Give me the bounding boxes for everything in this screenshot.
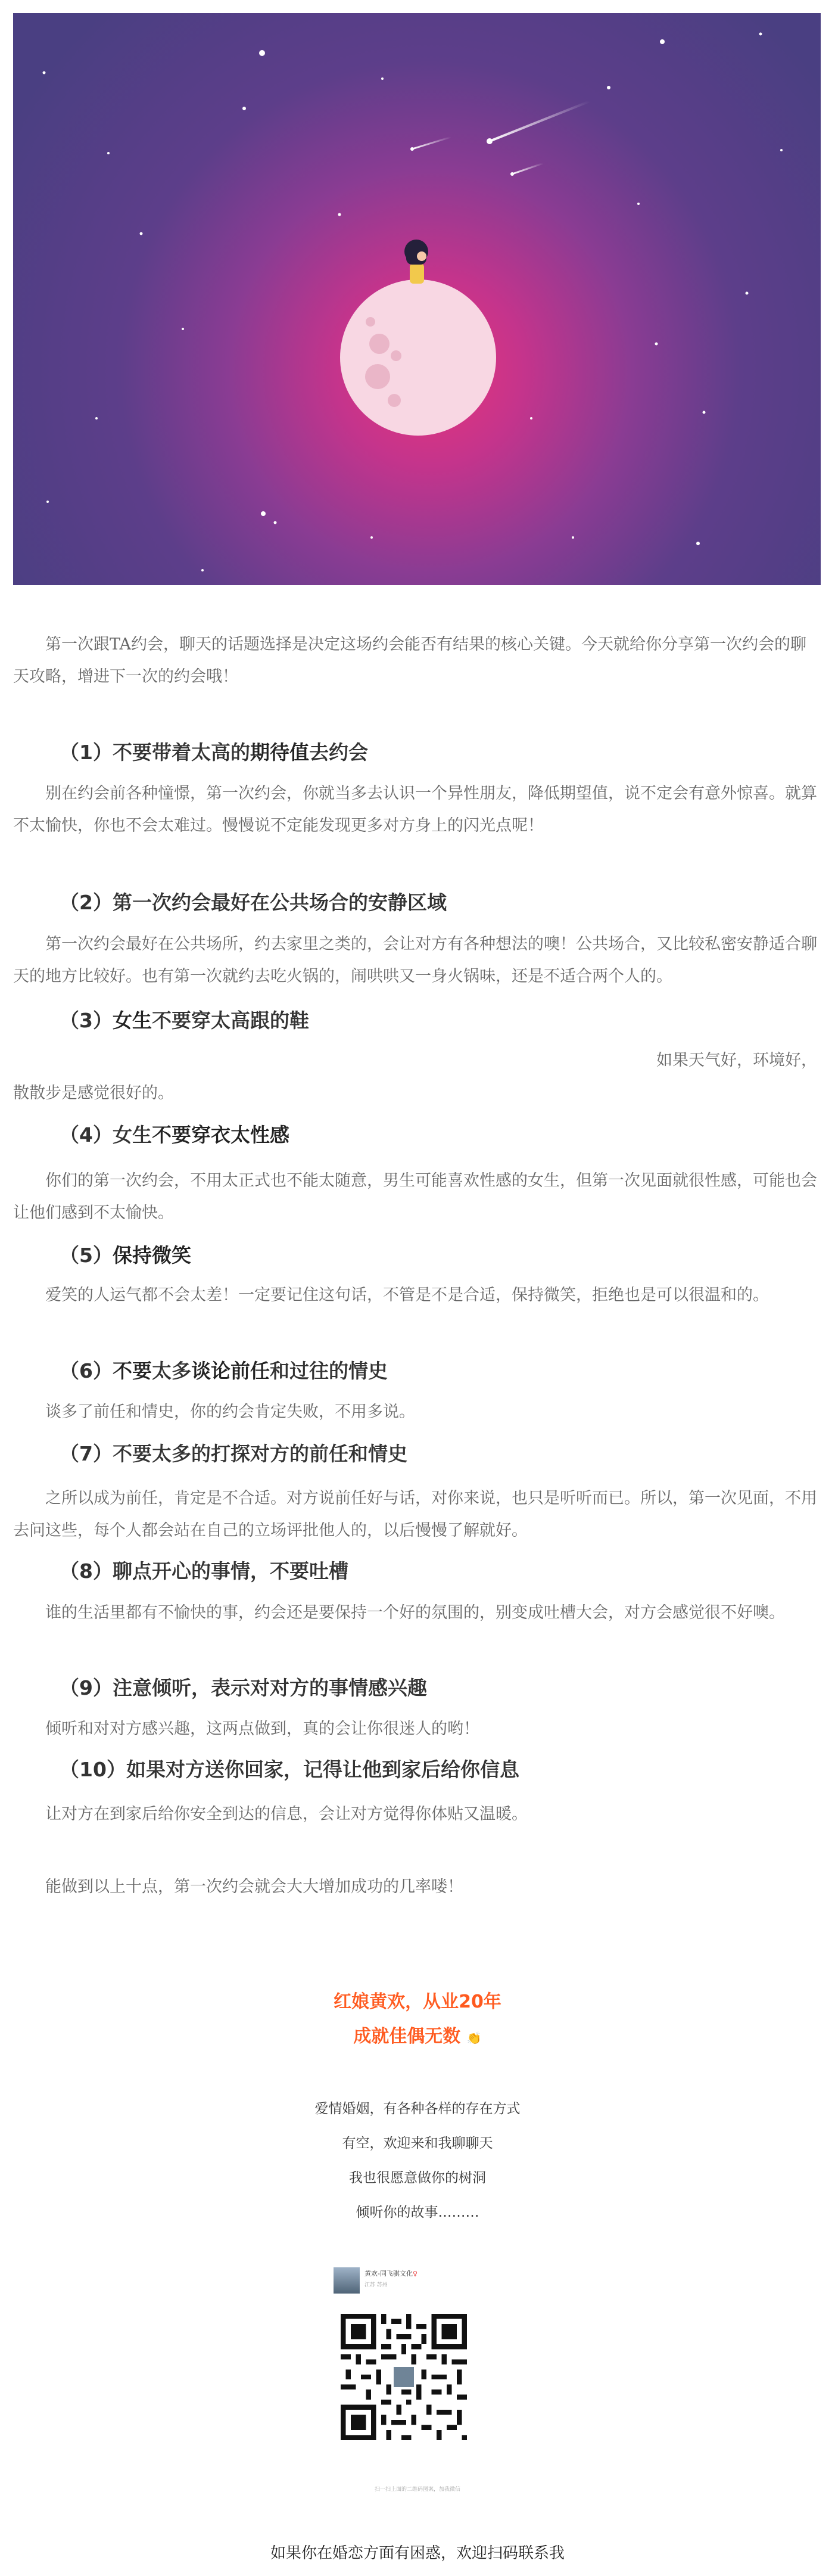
intro-paragraph: 第一次跟TA约会，聊天的话题选择是决定这场约会能否有结果的核心关键。今天就给你分享第一次约会的聊天攻略，增进下一次的约会哦！ [13,635,807,686]
qr-code-icon[interactable] [341,2314,467,2440]
tip-title-text: 不要太多的打探对方的前任和情史 [112,1442,407,1465]
promo-subtitle [0,2025,835,2050]
tip-title-bold: 不要穿衣太性感 [151,1123,289,1146]
promo-poem [0,2092,835,2230]
tip-title-bold: 女生 [112,1009,152,1032]
tip-title-bold: 保持微笑 [112,1244,191,1267]
contact-cta: 如果你在婚恋方面有困惑，欢迎扫码联系我 [270,2544,565,2562]
qr-caption: 扫一扫上面的二维码图案，加我微信 [374,2487,460,2493]
female-icon: ♀ [412,2270,418,2277]
tip-number: （1） [60,741,113,764]
tip-number: （9） [60,1676,113,1699]
tip-number: （4） [60,1123,113,1146]
tip-title-text: 如果对方送你回家，记得让他到家后给你信息 [126,1758,519,1781]
tip-heading-6 [60,1356,388,1386]
qr-name-text: 黄欢-同飞骐文化 [364,2270,413,2277]
tip-heading-9 [60,1673,427,1703]
avatar [334,2267,360,2294]
qr-card [334,2267,506,2446]
tip-number: （3） [60,1009,113,1032]
tip-title-text: 不要穿太高跟的鞋 [151,1009,309,1032]
tip-title-text: 太多 [151,1359,191,1382]
tip-body-2: 第一次约会最好在公共场所，约去家里之类的，会让对方有各种想法的噢！公共场合，又比较私密安静适合聊天的地方比较好。也有第一次就约去吃火锅的，闹哄哄又一身火锅味，还是不适合两个人的。 [13,935,817,986]
tip-number: （5） [60,1244,113,1267]
tip-number: （2） [60,891,113,914]
poem-line: 倾听你的故事……… [356,2205,479,2220]
tip-title-text: 不要带着太高的 [112,741,250,764]
tip-heading-4 [60,1120,289,1150]
tip-heading-1 [60,738,368,767]
tip-title-bold: 谈论前任 [191,1359,270,1382]
girl-figure [404,240,428,284]
tip-body-3-right: 如果天气好，环境好， [656,1051,817,1070]
qr-profile-name [364,2269,418,2278]
promo-subtitle-text: 成就佳偶无数 [353,2026,461,2047]
tip-title-text: 聊点开心的事情，不要吐槽 [112,1559,348,1583]
conclusion-paragraph: 能做到以上十点，第一次约会就会大大增加成功的几率喽！ [45,1878,463,1896]
poem-line: 爱情婚姻，有各种各样的存在方式 [314,2101,521,2117]
tip-title-bold: 期待值 [250,741,309,764]
moon-planet [340,279,496,436]
tip-body-10: 让对方在到家后给你安全到达的信息，会让对方觉得你体贴又温暖。 [45,1805,528,1823]
tip-heading-5 [60,1241,191,1270]
tip-body-7: 之所以成为前任，肯定是不合适。对方说前任好与话，对你来说，也只是听听而已。所以，第一次见面，不用去问这些，每个人都会站在自己的立场评批他人的，以后慢慢了解就好。 [13,1489,817,1540]
tip-title-text: 女生 [112,1123,152,1146]
tip-heading-10 [60,1755,519,1785]
tip-title-text: 和过往的情史 [269,1359,388,1382]
hero-illustration [13,13,821,585]
tip-body-9: 倾听和对对方感兴趣，这两点做到，真的会让你很迷人的哟！ [45,1720,479,1738]
clap-icon: 👏 [466,2031,482,2045]
tip-body-6: 谈多了前任和情史，你的约会肯定失败，不用多说。 [45,1403,415,1421]
poem-line: 有空，欢迎来和我聊聊天 [342,2136,493,2151]
tip-number: （6） [60,1359,113,1382]
tip-heading-7 [60,1439,407,1469]
tip-heading-2 [60,888,447,918]
night-sky-illustration [13,13,821,585]
tip-body-1: 别在约会前各种憧憬，第一次约会，你就当多去认识一个异性朋友，降低期望值，说不定会有意外惊喜。就算不太愉快，你也不会太难过。慢慢说不定能发现更多对方身上的闪光点呢！ [13,784,817,835]
tip-number: （7） [60,1442,113,1465]
tip-body-8: 谁的生活里都有不愉快的事，约会还是要保持一个好的氛围的，别变成吐槽大会，对方会感觉很不好噢。 [45,1604,785,1622]
tip-title-bold: 不要 [112,1359,152,1382]
poem-line: 我也很愿意做你的树洞 [349,2170,486,2186]
meteor-icon [410,101,590,176]
tip-title-text: 第一次约会最好在公共场合的安静区域 [112,891,447,914]
tip-number: （10） [60,1758,126,1781]
tip-body-5: 爱笑的人运气都不会太差！一定要记住这句话，不管是不是合适，保持微笑，拒绝也是可以很温和的。 [45,1286,769,1304]
tip-heading-3 [60,1006,309,1036]
tip-title-text: 去约会 [309,741,368,764]
tip-title-text: 注意倾听，表示对对方的事情感兴趣 [112,1676,427,1699]
tip-body-4: 你们的第一次约会，不用太正式也不能太随意，男生可能喜欢性感的女生，但第一次见面就很性感，可能也会让他们感到不太愉快。 [13,1172,817,1222]
tip-heading-8 [60,1556,348,1586]
tip-number: （8） [60,1559,113,1583]
tip-body-3: 散散步是感觉很好的。 [13,1084,174,1102]
qr-location: 江苏 苏州 [364,2282,388,2288]
promo-title: 红娘黄欢，从业20年 [334,1991,501,2012]
